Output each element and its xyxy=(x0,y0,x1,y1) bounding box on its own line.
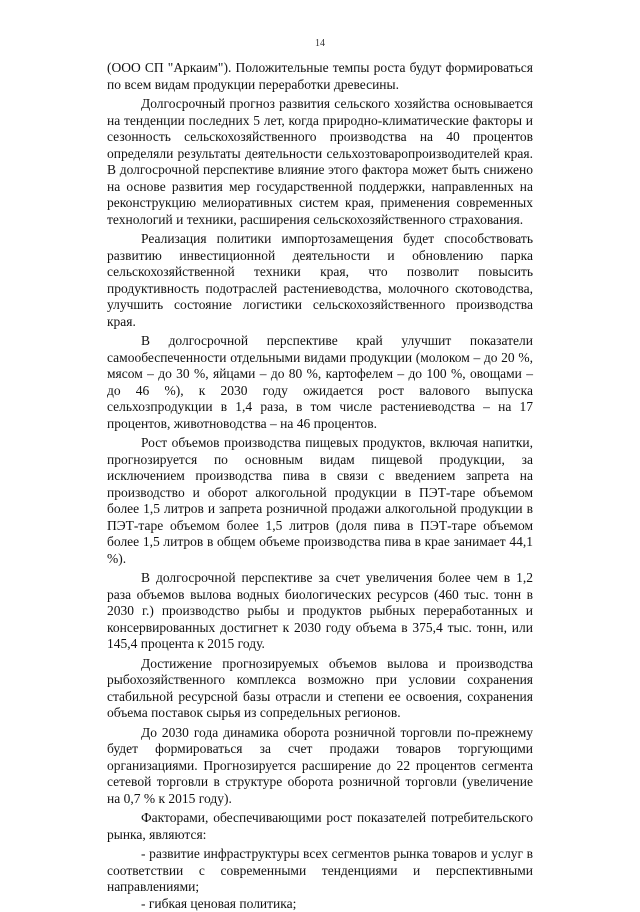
paragraph: В долгосрочной перспективе за счет увеличения более чем в 1,2 раза объемов вылова водных биологических ресурсов (460 тыс. тонн в 2030 г.) производство рыбы и продуктов рыбных переработанных и консервированных достигнет к 2030 году объема в 375,4 тыс. тонн, или 145,4 процента к 2015 году. xyxy=(107,570,533,653)
paragraph: (ООО СП "Аркаим"). Положительные темпы роста будут формироваться по всем видам продукции переработки древесины. xyxy=(107,60,533,93)
paragraph: До 2030 года динамика оборота розничной торговли по-прежнему будет формироваться за счет продажи товаров торгующими организациями. Прогнозируется расширение до 22 процентов сегмента сетевой торговли в структуре оборота розничной торговли (увеличение на 0,7 % к 2015 году). xyxy=(107,725,533,808)
paragraph: Достижение прогнозируемых объемов вылова и производства рыбохозяйственного комплекса возможно при условии сохранения стабильной ресурсной базы отрасли и степени ее освоения, сохранения объема поставок сырья из сопредельных регионов. xyxy=(107,656,533,722)
paragraph: В долгосрочной перспективе край улучшит показатели самообеспеченности отдельными видами продукции (молоком – до 20 %, мясом – до 30 %, яйцами – до 80 %, картофелем – до 100 %, овощами – до 46 %), к 2030 году ожидается рост валового выпуска сельхозпродукции в 1,4 раза, в том числе растениеводства – на 17 процентов, животноводства – на 46 процентов. xyxy=(107,333,533,432)
page-body xyxy=(107,60,533,912)
list-item: - гибкая ценовая политика; xyxy=(107,896,533,912)
paragraph: Рост объемов производства пищевых продуктов, включая напитки, прогнозируется по основным видам пищевой продукции, за исключением производства пива в связи с введением запрета на производство и оборот алкогольной продукции в ПЭТ-таре объемом более 1,5 литров и запрета розничной продажи алкогольной продукции в ПЭТ-таре объемом более 1,5 литров (доля пива в ПЭТ-таре объемом более 1,5 литров в общем объеме производства пива в крае занимает 44,1 %). xyxy=(107,435,533,567)
list-item: - развитие инфраструктуры всех сегментов рынка товаров и услуг в соответствии с современными тенденциями и перспективными направлениями; xyxy=(107,846,533,896)
page-number: 14 xyxy=(0,38,640,49)
paragraph: Долгосрочный прогноз развития сельского хозяйства основывается на тенденции последних 5 лет, когда природно-климатические факторы и сезонность сельскохозяйственного производства на 40 процентов определяли результаты деятельности сельхозтоваропроизводителей края. В долгосрочной перспективе влияние этого фактора может быть снижено на основе развития мер государственной поддержки, направленных на реконструкцию мелиоративных систем края, применения современных технологий и техники, расширения сельскохозяйственного страхования. xyxy=(107,96,533,228)
paragraph: Реализация политики импортозамещения будет способствовать развитию инвестиционной деятельности и обновлению парка сельскохозяйственной техники края, что позволит повысить продуктивность подотраслей растениеводства, молочного скотоводства, улучшить состояние логистики сельскохозяйственного производства края. xyxy=(107,231,533,330)
paragraph: Факторами, обеспечивающими рост показателей потребительского рынка, являются: xyxy=(107,810,533,843)
